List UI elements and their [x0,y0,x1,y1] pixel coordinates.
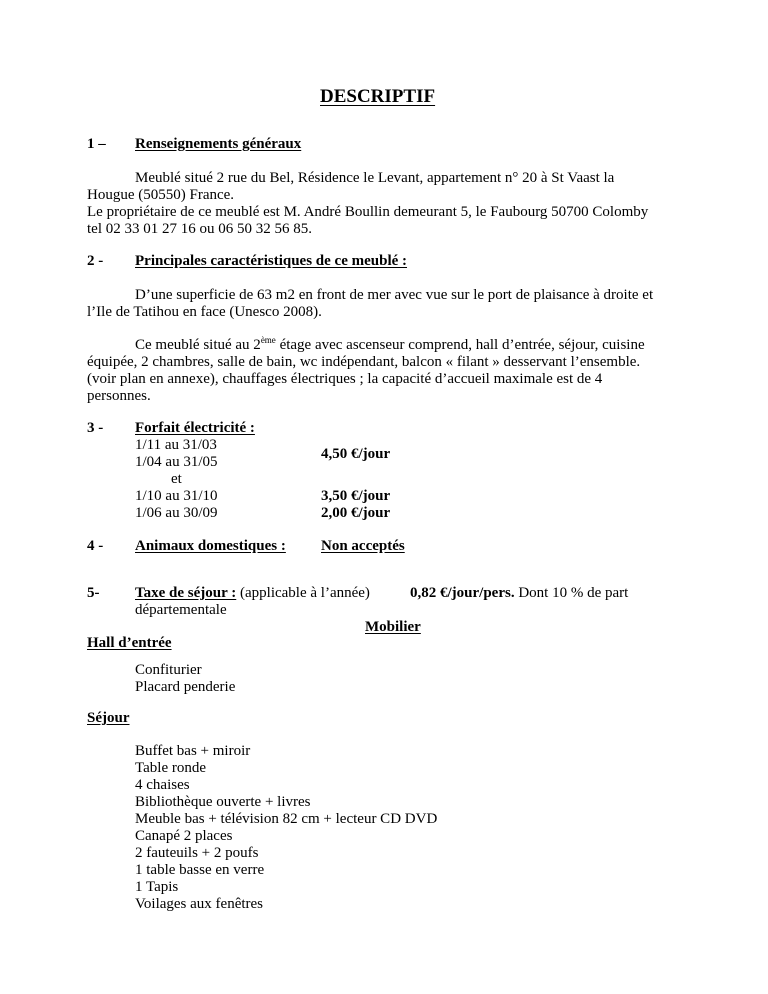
list-item: Canapé 2 places [135,828,233,844]
list-item: 2 fauteuils + 2 poufs [135,845,259,861]
section-5-note: (applicable à l’année) [240,585,370,601]
section-5-price: 0,82 €/jour/pers. [410,585,515,601]
section-2-text: (voir plan en annexe), chauffages électriques ; la capacité d’accueil maximale est de 4 [87,371,603,387]
list-item: Meuble bas + télévision 82 cm + lecteur CD DVD [135,811,438,827]
section-4-number: 4 - [87,538,104,554]
section-1-heading: Renseignements généraux [135,136,302,152]
section-5-tail: Dont 10 % de part [518,585,629,601]
section-5-heading: Taxe de séjour : [135,585,237,601]
period-label: 1/10 au 31/10 [135,488,218,504]
text-part: Ce meublé situé au 2 [135,337,261,353]
section-5-number: 5- [87,585,100,601]
hall-list [135,662,235,696]
hall-heading: Hall d’entrée [87,635,172,651]
section-1-text: Meublé situé 2 rue du Bel, Résidence le Levant, appartement n° 20 à St Vaast la [135,170,615,186]
section-1-number: 1 – [87,136,106,152]
section-2-text: équipée, 2 chambres, salle de bain, wc indépendant, balcon « filant » desservant l’ensemble. [87,354,641,370]
section-1-text: tel 02 33 01 27 16 ou 06 50 32 56 85. [87,221,312,237]
price-value: 2,00 €/jour [321,505,391,521]
section-2-heading: Principales caractéristiques de ce meublé : [135,253,408,269]
section-2-number: 2 - [87,253,104,269]
period-label: 1/06 au 30/09 [135,505,218,521]
period-label: 1/04 au 31/05 [135,454,218,470]
sejour-heading: Séjour [87,710,130,726]
section-4-value: Non acceptés [321,538,405,554]
section-2-text [135,337,645,354]
list-item: 1 Tapis [135,879,179,895]
section-3-heading: Forfait électricité : [135,420,255,436]
section-5-line [135,585,370,602]
price-value: 3,50 €/jour [321,488,391,504]
period-label: 1/11 au 31/03 [135,437,217,453]
period-connector: et [171,471,182,487]
list-item: Confiturier [135,662,202,678]
section-1-text: Hougue (50550) France. [87,187,235,203]
text-part: étage avec ascenseur comprend, hall d’entrée, séjour, cuisine [275,337,645,353]
list-item: Table ronde [135,760,207,776]
list-item: Bibliothèque ouverte + livres [135,794,311,810]
superscript: ème [260,335,276,345]
section-5-text: départementale [135,602,227,618]
list-item: Buffet bas + miroir [135,743,251,759]
section-3-number: 3 - [87,420,104,436]
section-4-heading: Animaux domestiques : [135,538,286,554]
list-item: Voilages aux fenêtres [135,896,264,912]
list-item: 4 chaises [135,777,190,793]
section-5-price-line [410,585,628,602]
list-item: 1 table basse en verre [135,862,265,878]
price-value: 4,50 €/jour [321,446,391,462]
list-item: Placard penderie [135,679,236,695]
section-2-text: personnes. [87,388,151,404]
section-2-text: D’une superficie de 63 m2 en front de mer avec vue sur le port de plaisance à droite et [135,287,654,303]
sejour-list [135,743,437,913]
page-title: DESCRIPTIF [320,86,436,107]
mobilier-heading: Mobilier [365,619,421,635]
section-2-text: l’Ile de Tatihou en face (Unesco 2008). [87,304,322,320]
section-1-text: Le propriétaire de ce meublé est M. André Boullin demeurant 5, le Faubourg 50700 Colomby [87,204,649,220]
